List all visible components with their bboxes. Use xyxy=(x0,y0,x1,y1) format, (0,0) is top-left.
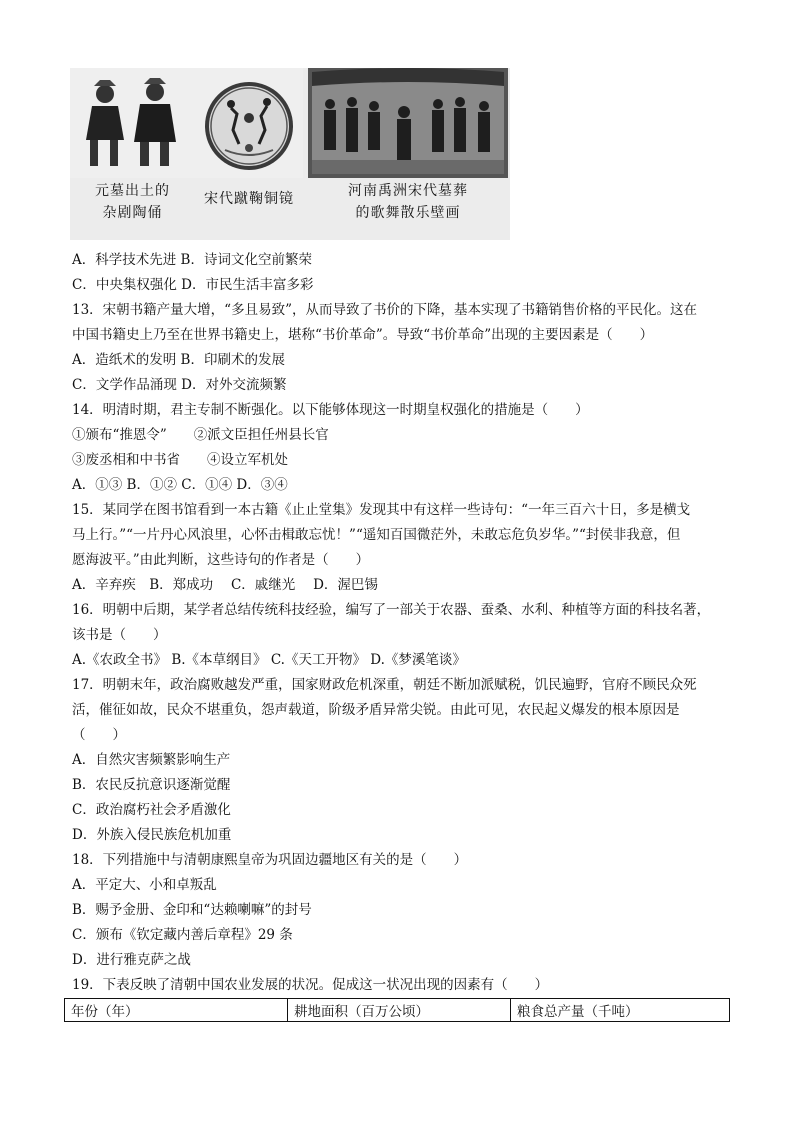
table-header-year: 年份（年） xyxy=(65,999,288,1022)
question-16-line-1: 16．明朝中后期，某学者总结传统科技经验，编写了一部关于农器、蚕桑、水利、种植等方面的科技名著， xyxy=(72,602,711,618)
agriculture-table xyxy=(64,998,730,1022)
option-line-13ab: A．造纸术的发明 B．印刷术的发展 xyxy=(72,352,285,368)
option-17a: A．自然灾害频繁影响生产 xyxy=(72,752,231,768)
question-19-line-1: 19．下表反映了清朝中国农业发展的状况。促成这一状况出现的因素有（ ） xyxy=(72,977,549,993)
question-13-line-1: 13．宋朝书籍产量大增，“多且易致”，从而导致了书价的下降，基本实现了书籍销售价格的平民化。这在 xyxy=(72,302,697,318)
table-header-farmland: 耕地面积（百万公顷） xyxy=(288,999,511,1022)
figure-strip xyxy=(70,68,510,240)
tomb-mural-image xyxy=(308,68,508,178)
option-line-16: A.《农政全书》 B.《本草纲目》 C.《天工开物》 D.《梦溪笔谈》 xyxy=(72,652,466,668)
option-line-12cd: C．中央集权强化 D．市民生活丰富多彩 xyxy=(72,277,314,293)
option-line-15: A．辛弃疾 B．郑成功 C．戚继光 D．渥巴锡 xyxy=(72,577,378,593)
opera-figurines-image xyxy=(70,68,195,178)
option-line-12ab: A．科学技术先进 B．诗词文化空前繁荣 xyxy=(72,252,312,268)
question-16-line-2: 该书是（ ） xyxy=(72,627,167,643)
question-17-line-1: 17．明朝末年，政治腐败越发严重，国家财政危机深重，朝廷不断加派赋税，饥民遍野，官府不顾民众死 xyxy=(72,677,697,693)
option-line-13cd: C．文学作品涌现 D．对外交流频繁 xyxy=(72,377,287,393)
question-17-line-2: 活，催征如故，民众不堪重负，怨声载道，阶级矛盾异常尖锐。由此可见，农民起义爆发的根本原因是 xyxy=(72,702,680,718)
question-14-item-34: ③废丞相和中书省 ④设立军机处 xyxy=(72,452,288,468)
option-17b: B．农民反抗意识逐渐觉醒 xyxy=(72,777,231,793)
question-15-line-3: 愿海波平。”由此判断，这些诗句的作者是（ ） xyxy=(72,552,370,568)
caption-tomb-mural: 河南禹洲宋代墓葬 的歌舞散乐壁画 xyxy=(348,183,468,221)
figure-item-tomb-mural xyxy=(308,68,508,240)
question-18-line-1: 18．下列措施中与清朝康熙皇帝为巩固边疆地区有关的是（ ） xyxy=(72,852,468,868)
caption-cuju-mirror: 宋代蹴鞠铜镜 xyxy=(204,191,294,207)
cuju-mirror-image xyxy=(195,68,303,178)
option-17c: C．政治腐朽社会矛盾激化 xyxy=(72,802,231,818)
option-18d: D．进行雅克萨之战 xyxy=(72,952,191,968)
table-header-grain-output: 粮食总产量（千吨） xyxy=(511,999,730,1022)
option-17d: D．外族入侵民族危机加重 xyxy=(72,827,232,843)
table-header-row xyxy=(65,999,730,1022)
question-17-line-3: （ ） xyxy=(72,727,126,743)
option-18a: A．平定大、小和卓叛乱 xyxy=(72,877,217,893)
caption-opera-figurines: 元墓出土的 杂剧陶俑 xyxy=(95,183,170,221)
option-line-14: A．①③ B．①② C．①④ D．③④ xyxy=(72,477,288,493)
figure-item-cuju-mirror xyxy=(195,68,303,240)
question-14-item-12: ①颁布“推恩令” ②派文臣担任州县长官 xyxy=(72,427,329,443)
option-18c: C．颁布《钦定藏内善后章程》29 条 xyxy=(72,927,293,943)
figure-item-opera-figurines xyxy=(70,68,195,240)
question-15-line-2: 马上行。”“一片丹心风浪里，心怀击楫敢忘忧！”“遥知百国微茫外，未敢忘危负岁华。”“封侯非我意，但 xyxy=(72,527,681,543)
option-18b: B．赐予金册、金印和“达赖喇嘛”的封号 xyxy=(72,902,312,918)
question-15-line-1: 15．某同学在图书馆看到一本古籍《止止堂集》发现其中有这样一些诗句：“一年三百六十日，多是横戈 xyxy=(72,502,691,518)
question-14-line-1: 14．明清时期，君主专制不断强化。以下能够体现这一时期皇权强化的措施是（ ） xyxy=(72,402,589,418)
question-13-line-2: 中国书籍史上乃至在世界书籍史上，堪称“书价革命”。导致“书价革命”出现的主要因素是（ ） xyxy=(72,327,654,343)
